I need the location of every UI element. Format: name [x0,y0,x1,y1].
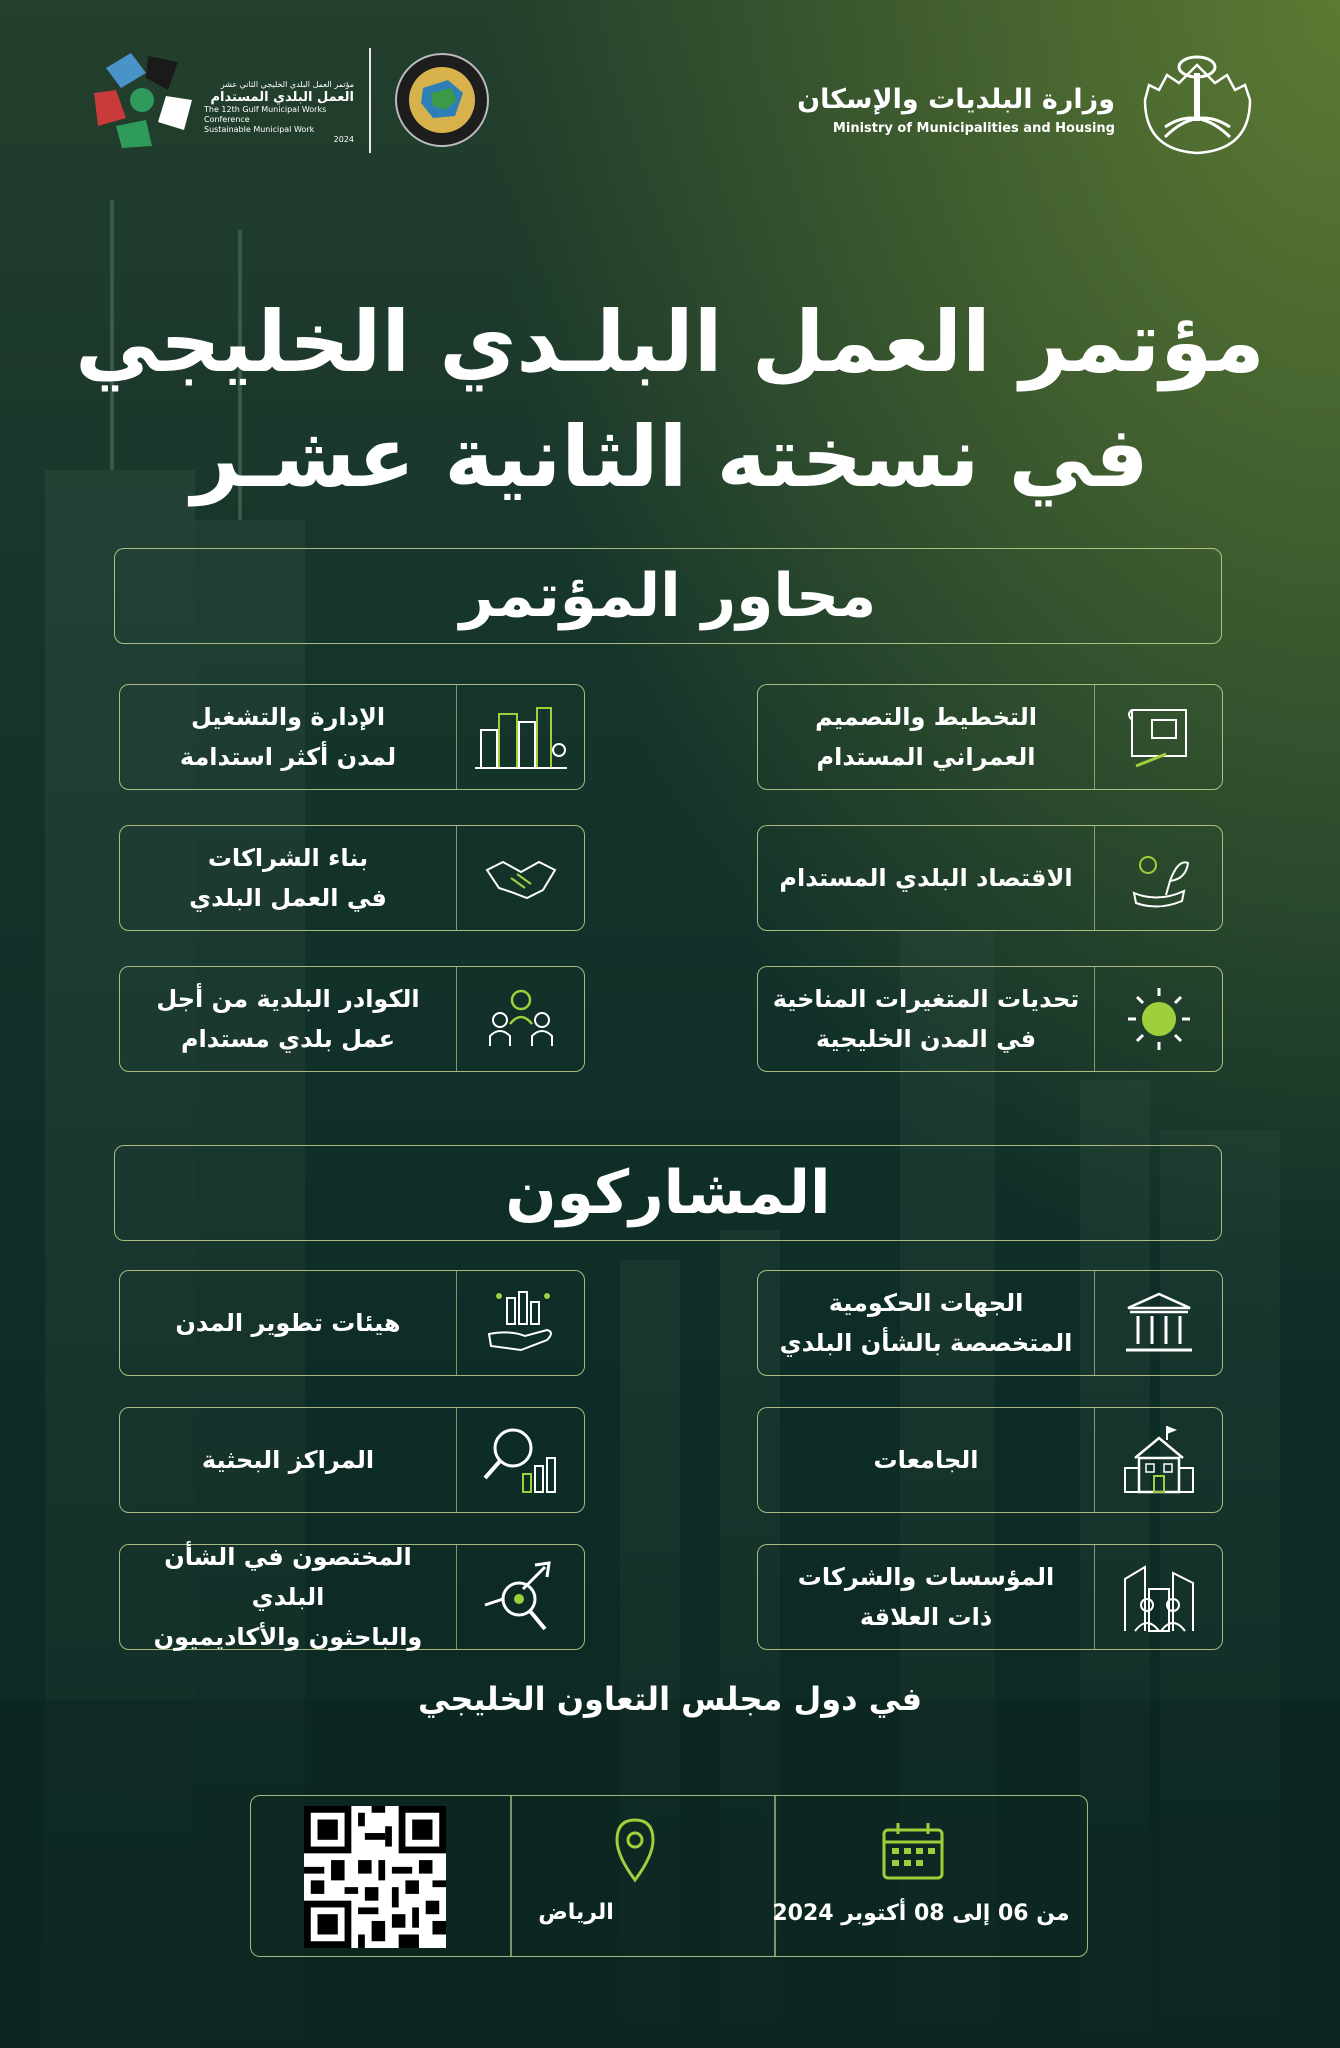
sun-plant-hand-icon [1094,826,1222,930]
participant-label-city-development: هيئات تطوير المدن [175,1309,401,1337]
companies-icon [1094,1545,1222,1649]
participants-heading-box [114,1145,1222,1241]
axis-card-planning [757,684,1223,790]
info-divider-left [510,1796,512,1956]
participant-card-companies [757,1544,1223,1650]
gcc-countries-note: في دول مجلس التعاون الخليجي [417,1680,923,1718]
participants-heading: المشاركون [505,1158,831,1228]
axis-label-management: الإدارة والتشغيل لمدن أكثر استدامة [179,703,397,771]
ministry-name-ar: وزارة البلديات والإسكان [797,84,1115,115]
ministry-name [755,84,1115,136]
city-buildings-icon [456,685,584,789]
event-date: من 06 إلى 08 أكتوبر 2024 [772,1901,1070,1926]
axis-label-climate: تحديات المتغيرات المناخية في المدن الخليجية [772,985,1080,1053]
main-title [60,285,1280,515]
event-info-box [250,1795,1088,1957]
participant-card-city-development [119,1270,585,1376]
participant-label-companies: المؤسسات والشركات ذات العلاقة [797,1563,1055,1631]
axis-card-economy [757,825,1223,931]
main-title-line2: في نسخته الثانية عشـر [191,408,1149,506]
city-development-hand-icon [456,1271,584,1375]
location-pin-icon [611,1816,659,1884]
main-title-line1: مؤتمر العمل البلـدي الخليجي [75,293,1265,391]
conference-logo-icon [86,48,198,150]
header-divider [369,48,371,153]
saudi-emblem-icon [1135,45,1260,160]
sun-icon [1094,967,1222,1071]
conference-logo-text [204,80,354,145]
axis-label-partnerships: بناء الشراكات في العمل البلدي [189,844,387,912]
participant-label-research: المراكز البحثية [201,1446,375,1474]
government-building-icon [1094,1271,1222,1375]
participant-label-government: الجهات الحكومية المتخصصة بالشأن البلدي [779,1289,1073,1357]
conference-logo-line3: The 12th Gulf Municipal Works Conference [204,105,327,124]
participant-card-universities [757,1407,1223,1513]
axis-card-cadres [119,966,585,1072]
team-icon [456,967,584,1071]
axis-label-economy: الاقتصاد البلدي المستدام [779,864,1073,892]
axis-label-planning: التخطيط والتصميم العمراني المستدام [815,703,1037,771]
event-location: الرياض [538,1900,614,1925]
conference-logo-line2: العمل البلدي المستدام [210,90,354,105]
axis-card-climate [757,966,1223,1072]
qr-code[interactable] [304,1806,446,1948]
axis-card-partnerships [119,825,585,931]
axes-heading: محاور المؤتمر [459,561,877,631]
axis-card-management [119,684,585,790]
ministry-name-en: Ministry of Municipalities and Housing [832,121,1115,136]
participant-card-government [757,1270,1223,1376]
conference-logo-line1: مؤتمر العمل البلدي الخليجي الثاني عشر [220,80,354,89]
conference-logo-year: 2024 [333,135,354,144]
blueprint-icon [1094,685,1222,789]
participant-card-research [119,1407,585,1513]
handshake-icon [456,826,584,930]
research-magnifier-chart-icon [456,1408,584,1512]
magnifier-growth-icon [456,1545,584,1649]
university-icon [1094,1408,1222,1512]
gcc-seal-icon [393,48,491,152]
axis-label-cadres: الكوادر البلدية من أجل عمل بلدي مستدام [156,985,420,1053]
info-divider-right [774,1796,776,1956]
participant-label-specialists: المختصون في الشأن البلدي والباحثون والأكاديميون [153,1543,423,1651]
conference-logo-line4: Sustainable Municipal Work [204,125,315,134]
participant-card-specialists [119,1544,585,1650]
axes-heading-box [114,548,1222,644]
calendar-icon [880,1820,946,1882]
participant-label-universities: الجامعات [873,1446,979,1474]
